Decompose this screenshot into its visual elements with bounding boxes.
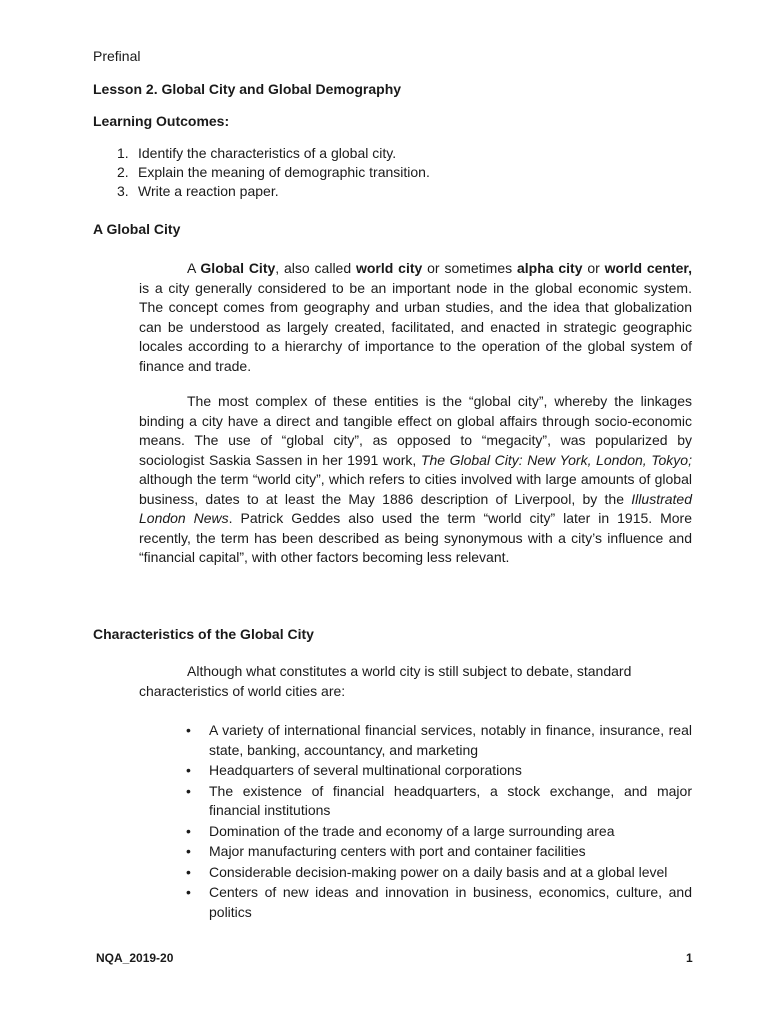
prefinal-label: Prefinal [93,48,141,64]
characteristics-heading: Characteristics of the Global City [93,626,314,642]
text-run: or sometimes [422,260,517,276]
footer-code: NQA_2019-20 [96,951,174,965]
italic-title: The Global City: New York, London, Tokyo; [420,451,692,468]
italic-title: Illustrated London News [139,490,692,526]
list-item-text: Major manufacturing centers with port and container facilities [209,843,586,859]
text-run: although the term “world city”, which refers to cities involved with large amounts of global business, dates to at least the May 1886 description of Liverpool, by the [139,471,692,507]
bold-term: world city [355,260,423,276]
characteristics-list [186,721,692,923]
list-item [117,163,677,182]
text-run: A [187,260,201,276]
list-item [186,782,692,821]
global-city-heading: A Global City [93,221,181,237]
text-run: is a city generally considered to be an important node in the global economic system. The concept comes from geography and urban studies, and the idea that globalization can be understood as largely created, facilitated, and enacted in strategic geographic locales according to a hierarchy of importance to the operation of the global system of finance and trade. [139,279,692,374]
bullet-icon: • [186,822,191,839]
global-city-paragraph-2 [139,392,692,568]
bullet-icon: • [186,782,191,799]
bold-term: Global City [200,260,276,276]
lesson-title: Lesson 2. Global City and Global Demography [93,81,402,97]
text-run: or [582,260,605,276]
list-item-text: Explain the meaning of demographic transition. [138,164,430,180]
bold-term: alpha city [516,260,583,276]
learning-outcomes-heading: Learning Outcomes: [93,113,230,129]
list-number: 3. [117,183,129,199]
list-item [186,883,692,922]
list-item [186,863,692,883]
bullet-icon: • [186,722,191,738]
bullet-icon: • [186,843,191,859]
list-item-text: A variety of international financial services, notably in finance, insurance, real state, banking, accountancy, and marketing [209,722,692,758]
list-item [117,182,677,201]
text-run: The most complex of these entities is the “global city”, whereby the linkages binding a city have a direct and tangible effect on global affairs through socio-economic means. The use of “global city”, as opposed to “megacity”, was popularized by sociologist Saskia Sassen in her 1991 work, [139,393,692,468]
list-item-text: Considerable decision-making power on a daily basis and at a global level [209,863,668,880]
list-item-text: Write a reaction paper. [138,183,279,199]
list-item-text: The existence of financial headquarters, a stock exchange, and major financial institutions [209,782,692,818]
global-city-paragraph-1 [139,259,692,376]
list-item [186,721,692,760]
list-item-text: Domination of the trade and economy of a large surrounding area [209,822,615,839]
list-item [117,144,677,163]
list-item-text: Headquarters of several multinational corporations [209,762,522,778]
list-item [186,761,692,781]
bullet-icon: • [186,762,191,778]
text-run: , also called [275,260,356,276]
page-number: 1 [686,951,693,965]
bullet-icon: • [186,884,191,900]
list-number: 1. [117,145,129,161]
bullet-icon: • [186,863,191,880]
list-item-text: Identify the characteristics of a global city. [138,145,397,161]
bold-term: world center, [604,260,692,276]
list-item [186,842,692,862]
learning-outcomes-list [117,144,677,201]
characteristics-intro [139,662,692,701]
list-number: 2. [117,164,129,180]
text-run: Although what constitutes a world city is still subject to debate, standard characteristics of world cities are: [139,663,632,699]
list-item [186,822,692,842]
text-run: . Patrick Geddes also used the term “world city” later in 1915. More recently, the term has been described as being synonymous with a city’s influence and “financial capital”, with other factors becoming less relevant. [139,510,692,565]
list-item-text: Centers of new ideas and innovation in business, economics, culture, and politics [209,884,692,920]
